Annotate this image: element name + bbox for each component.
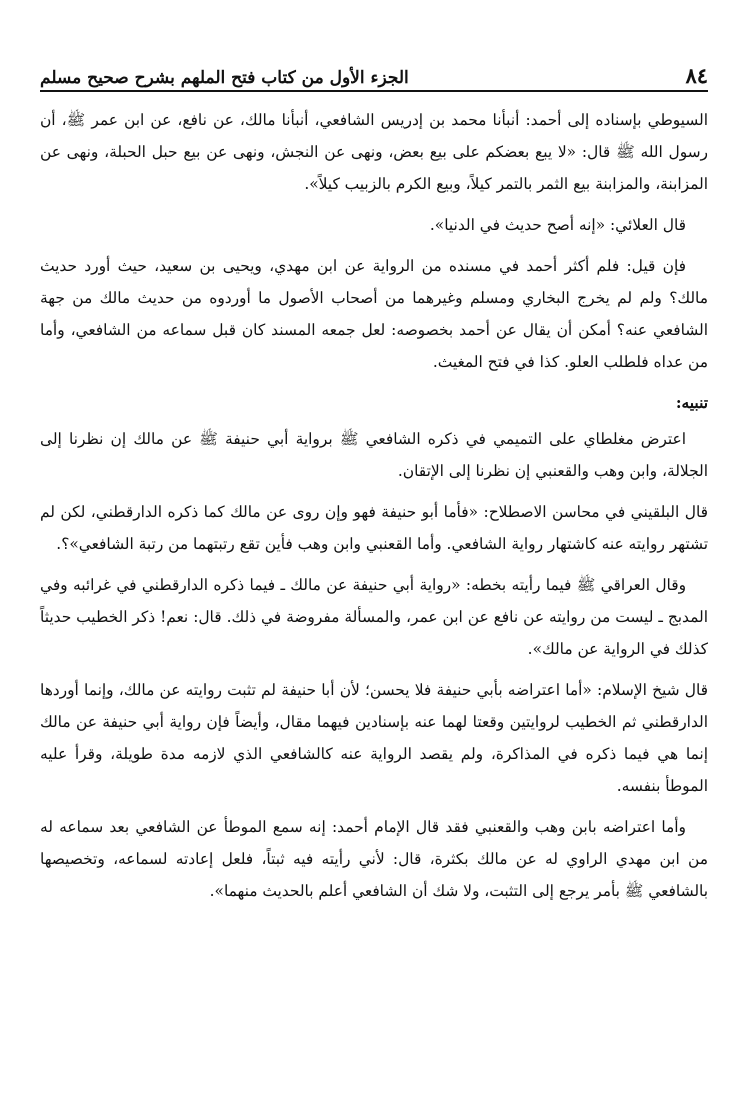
paragraph: وأما اعتراضه بابن وهب والقعنبي فقد قال الإمام أحمد: إنه سمع الموطأ عن الشافعي بعد سماعه له من ابن مهدي الراوي له عن مالك بكثرة، قال: لأني رأيته فيه ثبتاً، فلعل إعادته لسماعه، وتخصيصها بالشافعي ﷺ بأمر يرجع إلى التثبت، ولا شك أن الشافعي أعلم بالحديث منهما».: [40, 818, 708, 900]
paragraph: وقال العراقي ﷺ فيما رأيته بخطه: «رواية أبي حنيفة عن مالك ـ فيما ذكره الدارقطني في غرائبه وفي المدبج ـ ليست من روايته عن نافع عن ابن عمر، والمسألة مفروضة في ذلك. قال: نعم! ذكر الخطيب حديثاً كذلك في الرواية عن مالك».: [40, 576, 708, 658]
paragraph: قال العلائي: «إنه أصح حديث في الدنيا».: [429, 216, 686, 234]
paragraph: اعترض مغلطاي على التميمي في ذكره الشافعي ﷺ برواية أبي حنيفة ﷺ عن مالك إن نظرنا إلى الجلالة، وابن وهب والقعنبي إن نظرنا إلى الإتقان.: [40, 430, 708, 480]
header-rule: [40, 90, 708, 92]
paragraph: قال شيخ الإسلام: «أما اعتراضه بأبي حنيفة فلا يحسن؛ لأن أبا حنيفة لم تثبت روايته عن مالك، وإنما أوردها الدارقطني ثم الخطيب لروايتين وقعتا لهما عنه بإسنادين فيهما مقال، وأيضاً فإن رواية أبي حنيفة عن مالك إنما هي فيما ذكره في المذاكرة، ولم يقصد الرواية عنه كالشافعي الذي لازمه مدة طويلة، وقرأ عليه الموطأ بنفسه.: [40, 681, 708, 795]
page-body: [40, 104, 708, 916]
section-heading: تنبيه:: [675, 394, 708, 412]
paragraph: السيوطي بإسناده إلى أحمد: أنبأنا محمد بن إدريس الشافعي، أنبأنا مالك، عن نافع، عن ابن عمر ﷺ، أن رسول الله ﷺ قال: «لا يبع بعضكم على بيع بعض، ونهى عن النجش، ونهى عن بيع حبل الحبلة، ونهى عن المزابنة، والمزابنة بيع الثمر بالتمر كيلاً، وبيع الكرم بالزبيب كيلاً».: [40, 111, 708, 193]
running-title: الجزء الأول من كتاب فتح الملهم بشرح صحيح مسلم: [40, 68, 409, 88]
paragraph: فإن قيل: فلم أكثر أحمد في مسنده من الرواية عن ابن مهدي، ويحيى بن سعيد، حيث أورد حديث مالك؟ ولم لم يخرج البخاري ومسلم وغيرهما من أصحاب الأصول ما أوردوه من حديث مالك من جهة الشافعي عنه؟ أمكن أن يقال عن أحمد بخصوصه: لعل جمعه المسند كان قبل سماعه من الشافعي، وأما من عداه فلطلب العلو. كذا في فتح المغيث.: [40, 257, 708, 371]
running-header: [40, 52, 708, 88]
page-number: ٨٤: [685, 63, 708, 88]
paragraph: قال البلقيني في محاسن الاصطلاح: «فأما أبو حنيفة فهو وإن روى عن مالك كما ذكره الدارقطني، لكن لم تشتهر روايته عنه كاشتهار رواية الشافعي. وأما القعنبي وابن وهب فأين تقع رتبتهما من رتبة الشافعي»؟.: [40, 503, 708, 553]
